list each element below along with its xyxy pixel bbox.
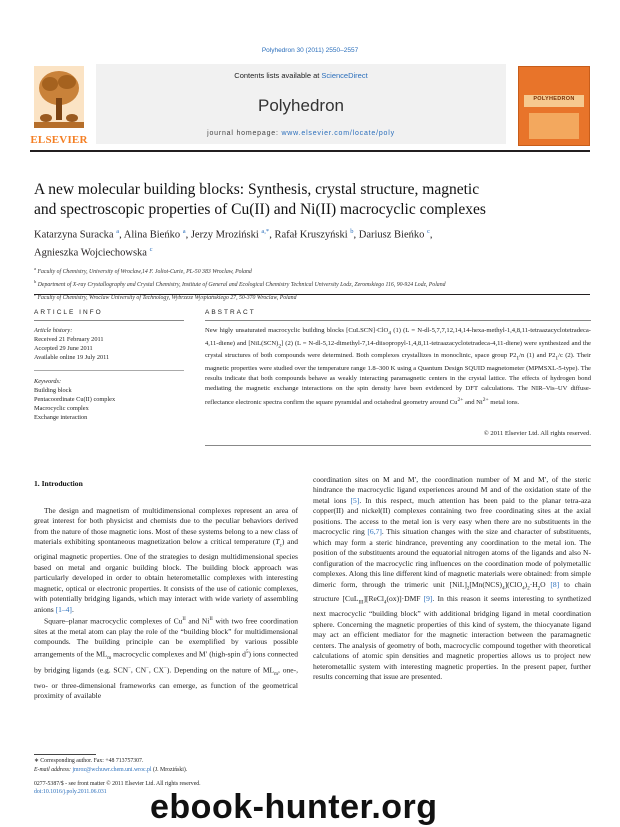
history-online: Available online 19 July 2011 bbox=[34, 354, 110, 361]
footnote-fax: ∗ Corresponding author. Fax: +48 713757307. bbox=[34, 758, 144, 764]
keyword-item: Building block bbox=[34, 387, 72, 394]
keyword-item: Pentacoordinate Cu(II) complex bbox=[34, 396, 116, 403]
article-info-rule bbox=[34, 320, 184, 321]
intro-paragraph-2: Square–planar macrocyclic complexes of $Cu^{II}$ and $Ni^{II}$ with two free coordination sites at the metal atom can play the role of the “building block” for multidimensional compounds. The building principle can be exemplified by various possible arrangements of the $ML_m$ macrocyclic complexes and M′ (high-spin $d^5$) ions connected by bridging ligands (e.g. SCN−, CN−, CX−). Depending on the nature of $ML_m$, one-, two- or three-dimensional frameworks can emerge, as function of the geometrical proximity of available bbox=[34, 616, 299, 701]
article-info-heading: ARTICLE INFO bbox=[34, 309, 103, 316]
keywords-block bbox=[34, 377, 184, 422]
journal-cover-thumbnail[interactable] bbox=[518, 66, 590, 146]
affiliation-item bbox=[34, 290, 594, 303]
author-affil-mark[interactable]: a bbox=[116, 228, 120, 235]
corresponding-author-footnote bbox=[34, 757, 314, 774]
contents-line bbox=[96, 71, 506, 80]
author-sep: , bbox=[269, 229, 275, 241]
author-affil-mark[interactable]: a bbox=[182, 228, 186, 235]
doi-link[interactable]: doi:10.1016/j.poly.2011.06.031 bbox=[34, 789, 107, 795]
affiliation-rule bbox=[34, 294, 590, 295]
elsevier-logo bbox=[30, 66, 88, 146]
author-name: Rafał Kruszyński bbox=[274, 229, 348, 241]
footnote-rule bbox=[34, 754, 96, 755]
elsevier-wordmark: ELSEVIER bbox=[30, 134, 88, 146]
article-history bbox=[34, 326, 184, 362]
affil-text: Department of X-ray Crystallography and Crystal Chemistry, Institute of General and Ecological Chemistry Technical University Lodz, Zeromskiego 116, 90-924 Lodz, Poland bbox=[37, 281, 446, 288]
author-name: Jerzy Mroziński bbox=[190, 229, 259, 241]
intro-paragraph-1: The design and magnetism of multidimensional complexes represent an area of great interest for both physicist and chemists due to the peculiar behaviors derived from the nature of those magnetic ions. Most of these systems belong to a new class of materials exhibiting spontaneous magnetization below a critical temperature $(T_c)$ and original magnetic properties. One of the strategies to design multidimensional species based on metal and organic building block. The building block approach was particularly developed in order to obtain heterometallic complexes with interesting magnetic, optical or electronic properties. It consists of the use of cationic complexes, with potentially bridging ligands, which may interact with wide variety of assembling anions [1–4]. bbox=[34, 506, 298, 614]
issn-line: 0277-5387/$ - see front matter © 2011 Elsevier Ltd. All rights reserved. bbox=[34, 781, 201, 787]
elsevier-tree-icon bbox=[34, 66, 84, 128]
affil-text: Faculty of Chemistry, Wroclaw University of Technology, Wybrzeze Wyspiańskiego 27, 50-370 Wroclaw, Poland bbox=[37, 294, 297, 301]
affil-text: Faculty of Chemistry, University of Wroclaw,14 F. Joliot-Curie, PL-50 383 Wroclaw, Poland bbox=[37, 268, 252, 275]
email-link[interactable]: jmroz@wchuwr.chem.uni.wroc.pl bbox=[72, 766, 152, 773]
author-name: Agnieszka Wojciechowska bbox=[34, 247, 147, 258]
citation-line[interactable]: Polyhedron 30 (2011) 2550–2557 bbox=[261, 47, 359, 54]
contents-prefix: Contents lists available at bbox=[234, 71, 322, 80]
masthead-center bbox=[96, 64, 506, 144]
abstract-heading: ABSTRACT bbox=[205, 309, 256, 316]
journal-name: Polyhedron bbox=[257, 96, 344, 115]
keyword-item: Macrocyclic complex bbox=[34, 405, 89, 412]
cover-block bbox=[529, 113, 579, 139]
abstract-rule bbox=[205, 320, 591, 321]
author-name: Dariusz Bieńko bbox=[358, 229, 425, 241]
author-affil-mark[interactable]: c bbox=[149, 245, 153, 253]
masthead-rule bbox=[30, 150, 590, 152]
homepage-prefix: journal homepage: bbox=[207, 130, 282, 137]
left-column-body bbox=[34, 506, 298, 702]
author-sep: , bbox=[353, 229, 359, 241]
author-sep: , bbox=[429, 229, 433, 241]
author-name: Alina Bieńko bbox=[123, 229, 181, 241]
affil-mark: b bbox=[34, 278, 37, 284]
email-label: E-mail address: bbox=[34, 766, 71, 773]
affiliation-item bbox=[34, 277, 594, 290]
history-accepted: Accepted 29 June 2011 bbox=[34, 345, 93, 352]
abstract-text: New higly unsaturated macrocyclic building blocks [CuLSCN]·ClO$_4$ (1) (L = N-dl-5,7,7,12,14,14-hexa-methyl-1,4,8,11-tetraazacyclotetradeca-4,11-diene) and $[NiL(SCN)_2]$ (2) (L = N-dl-5,12-dimethyl-7,14-diisopropyl-1,4,8,11-tetraazacyclotetradeca-4,11-diene) were synthesized and the crystal structures of both compounds were determined. Both complexes crystallizes in monoclinic, space group $P2_1/n$ (1) and $P2_1/c$ (2). Their magnetic properties were studied over the temperature range 1.8–300 K using a Quantum Design SQUID magnetometer (MPMSXL-5-type). The results indicate that both compounds behave as weakly interacting paramagnetic centers in the crystal lattice. The effects of hydrogen bond mediating the magnetic exchange interactions on the spin density have been evidenced by DFT calculations. The NIR–Vis–UV diffuse-reflectance electronic spectra confirm the square pyramidal and octahedral geometry around $Cu^{2+}$ and $Ni^{2+}$ metal ions. bbox=[205, 327, 591, 406]
watermark-text: ebook-hunter.org bbox=[150, 788, 438, 826]
homepage-link[interactable]: www.elsevier.com/locate/poly bbox=[281, 130, 395, 137]
affiliation-item bbox=[34, 264, 594, 277]
author-affil-mark[interactable]: c bbox=[427, 228, 430, 235]
journal-masthead bbox=[30, 60, 590, 148]
ref-link[interactable]: [6,7] bbox=[367, 527, 382, 537]
affil-mark: a bbox=[34, 266, 36, 271]
ref-link[interactable]: [9] bbox=[423, 594, 433, 604]
author-sep: , bbox=[119, 229, 124, 241]
author-name: Katarzyna Suracka bbox=[34, 229, 114, 241]
history-received: Received 21 February 2011 bbox=[34, 336, 104, 343]
ref-link[interactable]: [5] bbox=[350, 495, 360, 505]
cover-title: POLYHEDRON bbox=[533, 96, 575, 102]
abstract-bottom-rule bbox=[205, 445, 591, 446]
ref-link[interactable]: [1–4] bbox=[55, 604, 72, 614]
copyright-line: © 2011 Elsevier Ltd. All rights reserved. bbox=[483, 430, 591, 437]
keywords-label: Keywords: bbox=[34, 378, 62, 385]
author-sep: , bbox=[185, 229, 191, 241]
email-suffix: (J. Mroziński). bbox=[151, 766, 188, 773]
title-line-1: A new molecular building blocks: Synthesis, crystal structure, magnetic bbox=[34, 181, 480, 198]
article-title bbox=[34, 180, 594, 219]
info-divider bbox=[34, 370, 184, 371]
author-list bbox=[34, 225, 594, 260]
title-line-2: and spectroscopic properties of Cu(II) and Ni(II) macrocyclic complexes bbox=[34, 200, 486, 218]
sciencedirect-link[interactable]: ScienceDirect bbox=[321, 71, 368, 80]
footnote-email bbox=[34, 766, 314, 775]
author-affil-mark[interactable]: b bbox=[350, 228, 354, 235]
keyword-item: Exchange interaction bbox=[34, 414, 88, 421]
affiliation-list bbox=[34, 264, 594, 303]
right-column-body: coordination sites on M and M′, the coordination number of M and M′, of the steric hindrance the macrocyclic ligand experiences around M and of the oxidation state of the metal ions [5]. In this respect, much attention has been paid to the planar tetra-aza copper(II) and nickel(II) complexes containing two free coordinating sites at the axial positions. The access to the metal ion is very easy when there are no substituents in the macrocyclic ring [6,7]. This situation changes with the size and character of substituents, which may form a steric hindrance, preventing any coordination to the metal ion. The position of the substituents around the equatorial nitrogen atoms of the ligands and also N-configuration of the macrocyclic ring influences on the coordination mode of polymetallic complexes. Along this line different kind of magnetic materials were obtained: from simple dimeric form, through the trimeric unit $[NiL]_2[Mn(NCS)_4](ClO_4)_2\cdot H_2O$ [8] to chain structure [CuL$_{III}$][ReCl$_4$(ox)]·DMF [9]. In this reason it seems interesting to synthetized next macrocyclic “building block” with additional bridging ligand in metal coordination sphere. Concerning the magnetic properties of this kind of system, the thiocyanate ligand may act an efficient mediator for the magnetic interaction between the paramagnetic centers. The analysis of geometry of both, macrocyclic compound together with theoretical calculations of atomic spin densities and magnetic properties allows us to project new heterometallic system with interesting magnetic properties. In the present paper, further results concerning that issue are presented. bbox=[313, 475, 592, 682]
introduction-heading: 1. Introduction bbox=[34, 479, 83, 488]
author-affil-mark[interactable]: a,* bbox=[261, 228, 270, 235]
ref-link[interactable]: [8] bbox=[550, 579, 560, 589]
history-label: Article history: bbox=[34, 327, 73, 334]
journal-homepage bbox=[96, 130, 506, 137]
